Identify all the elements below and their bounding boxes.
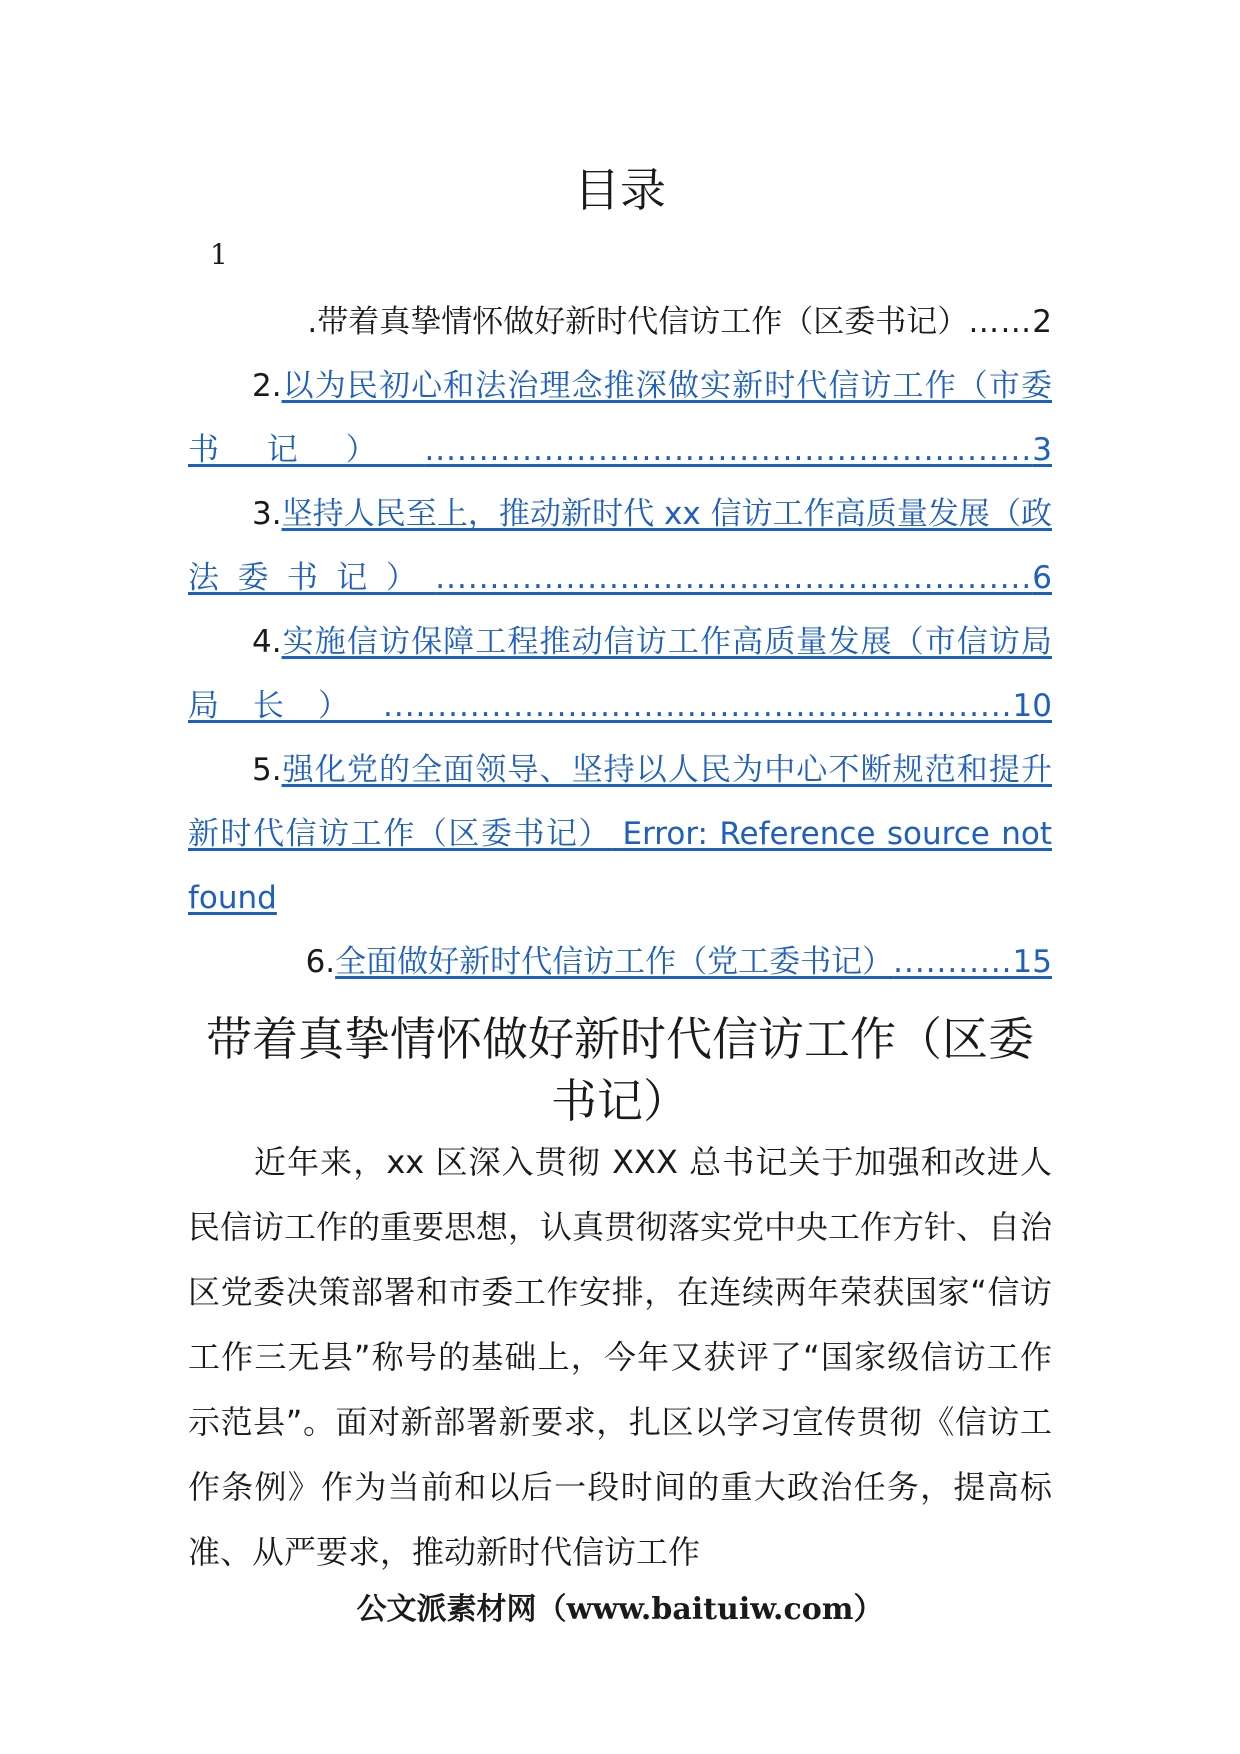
toc-entry-3-leader: ....................................................... [435,560,1033,596]
toc-entry-1 [188,290,1052,354]
toc-entry-2-leader: ........................................................ [424,432,1033,468]
toc-entry-5-link[interactable] [188,752,1052,916]
toc-entry-3-link[interactable] [188,496,1052,596]
toc-entry-3-text: 坚持人民至上，推动新时代 xx 信访工作高质量发展（政法委书记） [188,496,1052,596]
toc-entry-2-page: 3 [1032,432,1052,468]
toc-entry-1-page: 2 [1032,304,1052,340]
toc-entry-1-text: .带着真挚情怀做好新时代信访工作（区委书记） [307,304,969,340]
toc-entry-5-text: 强化党的全面领导、坚持以人民为中心不断规范和提升新时代信访工作（区委书记） [188,752,1052,852]
toc-entry-4-leader: .......................................................... [383,688,1013,724]
toc-entry-6 [188,930,1052,994]
toc-entry-2-number: 2. [252,368,282,404]
toc-entry-6-leader: ........... [893,944,1013,980]
toc-entry-6-page: 15 [1012,944,1052,980]
toc-entry-4-number: 4. [252,624,282,660]
toc-entry-3-page: 6 [1032,560,1052,596]
toc-entry-2 [188,354,1052,482]
footer-watermark: 公文派素材网（www.baituiw.com） [356,1592,884,1627]
toc-entry-3-number: 3. [252,496,282,532]
toc-entry-4-page: 10 [1012,688,1052,724]
toc-entry-5-page: Error: Reference source not found [188,816,1052,916]
toc-entry-4-text: 实施信访保障工程推动信访工作高质量发展（市信访局局长） [188,624,1052,724]
toc-entry-2-link[interactable] [188,368,1052,468]
body-paragraph: 近年来，xx 区深入贯彻 XXX 总书记关于加强和改进人民信访工作的重要思想，认真贯彻落实党中央工作方针、自治区党委决策部署和市委工作安排，在连续两年荣获国家“信访工作三无县”称号的基础上，今年又获评了“国家级信访工作示范县”。面对新部署新要求，扎区以学习宣传贯彻《信访工作条例》作为当前和以后一段时间的重大政治任务，提高标准、从严要求，推动新时代信访工作 [188,1143,1053,1571]
toc-entry-1-leader: …… [968,304,1033,340]
toc-entry-6-number: 6. [305,944,336,980]
toc-entry-4 [188,610,1052,738]
toc-entry-5-number: 5. [252,752,282,788]
toc-entry-5-leader [611,816,622,852]
toc-entry-6-text: 全面做好新时代信访工作（党工委书记） [335,944,894,980]
toc-title: 目录 [574,163,666,217]
toc-entry-6-link[interactable] [335,944,1052,980]
toc-entry-2-text: 以为民初心和法治理念推深做实新时代信访工作（市委书记） [188,368,1052,468]
footnote-marker: 1 [210,238,228,271]
table-of-contents [188,290,1052,994]
toc-entry-4-link[interactable] [188,624,1052,724]
toc-entry-5 [188,738,1052,930]
document-title: 带着真挚情怀做好新时代信访工作（区委书记） [206,1012,1034,1128]
toc-entry-3 [188,482,1052,610]
